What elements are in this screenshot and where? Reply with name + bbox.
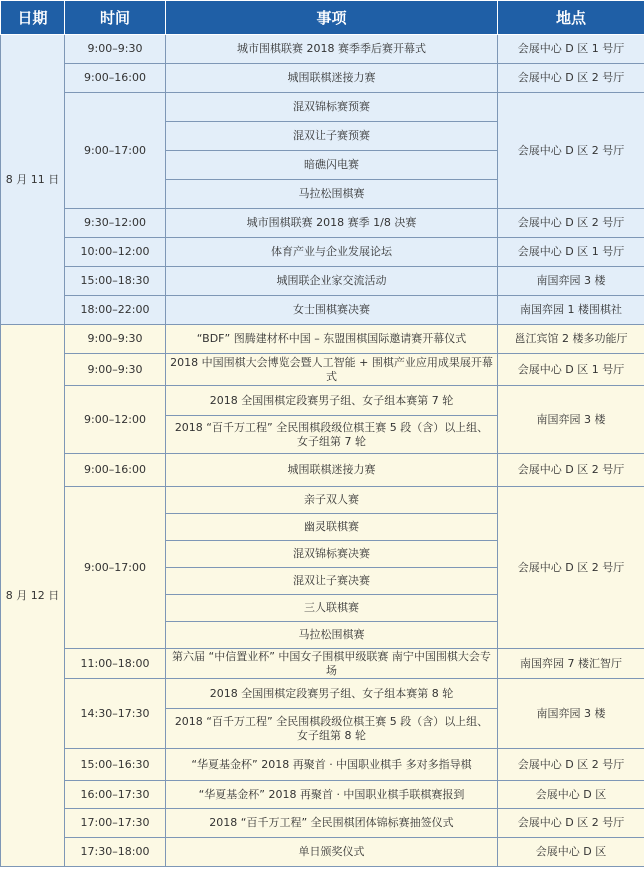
venue-cell: 南国弈园 7 楼汇智厅 (498, 649, 644, 679)
table-row (1, 93, 644, 122)
header-time: 时间 (65, 1, 166, 35)
table-row (1, 749, 644, 781)
time-cell: 9:00–16:00 (65, 454, 166, 487)
venue-cell: 会展中心 D 区 2 号厅 (498, 93, 644, 209)
time-cell: 9:00–17:00 (65, 93, 166, 209)
venue-cell: 会展中心 D 区 2 号厅 (498, 487, 644, 649)
table-row (1, 781, 644, 809)
venue-cell: 会展中心 D 区 (498, 838, 644, 867)
event-cell: 城围联企业家交流活动 (166, 267, 498, 296)
venue-cell: 会展中心 D 区 1 号厅 (498, 354, 644, 386)
event-cell: 第六届 “中信置业杯” 中国女子围棋甲级联赛 南宁中国围棋大会专场 (166, 649, 498, 679)
venue-cell: 邕江宾馆 2 楼多功能厅 (498, 325, 644, 354)
event-cell: 暗礁闪电赛 (166, 151, 498, 180)
event-cell: 混双让子赛决赛 (166, 568, 498, 595)
event-cell: “华夏基金杯” 2018 再聚首 · 中国职业棋手联棋赛报到 (166, 781, 498, 809)
venue-cell: 南国弈园 1 楼围棋社 (498, 296, 644, 325)
time-cell: 9:00–9:30 (65, 35, 166, 64)
header-date: 日期 (1, 1, 65, 35)
table-row (1, 649, 644, 679)
table-row (1, 238, 644, 267)
table-row (1, 679, 644, 709)
time-cell: 15:00–18:30 (65, 267, 166, 296)
header-row (1, 1, 644, 35)
header-event: 事项 (166, 1, 498, 35)
event-cell: 女士围棋赛决赛 (166, 296, 498, 325)
event-cell: 马拉松围棋赛 (166, 180, 498, 209)
event-cell: 城市围棋联赛 2018 赛季季后赛开幕式 (166, 35, 498, 64)
time-cell: 14:30–17:30 (65, 679, 166, 749)
event-cell: 单日颁奖仪式 (166, 838, 498, 867)
time-cell: 17:30–18:00 (65, 838, 166, 867)
event-cell: 体育产业与企业发展论坛 (166, 238, 498, 267)
event-cell: 城围联棋迷接力赛 (166, 64, 498, 93)
venue-cell: 会展中心 D 区 2 号厅 (498, 64, 644, 93)
event-cell: 马拉松围棋赛 (166, 622, 498, 649)
event-cell: 亲子双人赛 (166, 487, 498, 514)
event-cell: 2018 “百千万工程” 全民围棋段级位棋王赛 5 段（含）以上组、女子组第 7 轮 (166, 416, 498, 454)
time-cell: 9:00–9:30 (65, 354, 166, 386)
table-row (1, 487, 644, 514)
time-cell: 17:00–17:30 (65, 809, 166, 838)
table-row (1, 267, 644, 296)
event-cell: 幽灵联棋赛 (166, 514, 498, 541)
table-row (1, 325, 644, 354)
event-cell: 城市围棋联赛 2018 赛季 1/8 决赛 (166, 209, 498, 238)
time-cell: 9:00–9:30 (65, 325, 166, 354)
event-cell: 城围联棋迷接力赛 (166, 454, 498, 487)
time-cell: 16:00–17:30 (65, 781, 166, 809)
event-cell: 混双锦标赛决赛 (166, 541, 498, 568)
venue-cell: 会展中心 D 区 2 号厅 (498, 209, 644, 238)
time-cell: 9:30–12:00 (65, 209, 166, 238)
date-cell: 8 月 12 日 (1, 325, 65, 867)
event-cell: 2018 中国围棋大会博览会暨人工智能 + 围棋产业应用成果展开幕式 (166, 354, 498, 386)
time-cell: 9:00–17:00 (65, 487, 166, 649)
event-cell: 2018 全国围棋定段赛男子组、女子组本赛第 8 轮 (166, 679, 498, 709)
venue-cell: 会展中心 D 区 1 号厅 (498, 35, 644, 64)
time-cell: 9:00–12:00 (65, 386, 166, 454)
table-row (1, 454, 644, 487)
venue-cell: 会展中心 D 区 2 号厅 (498, 454, 644, 487)
event-cell: 混双让子赛预赛 (166, 122, 498, 151)
event-cell: 2018 全国围棋定段赛男子组、女子组本赛第 7 轮 (166, 386, 498, 416)
table-row (1, 386, 644, 416)
time-cell: 9:00–16:00 (65, 64, 166, 93)
event-cell: 2018 “百千万工程” 全民围棋段级位棋王赛 5 段（含）以上组、女子组第 8 轮 (166, 709, 498, 749)
time-cell: 18:00–22:00 (65, 296, 166, 325)
table-row (1, 64, 644, 93)
event-cell: 2018 “百千万工程” 全民围棋团体锦标赛抽签仪式 (166, 809, 498, 838)
table-row (1, 296, 644, 325)
table-row (1, 354, 644, 386)
header-venue: 地点 (498, 1, 644, 35)
table-row (1, 838, 644, 867)
venue-cell: 会展中心 D 区 1 号厅 (498, 238, 644, 267)
venue-cell: 会展中心 D 区 2 号厅 (498, 749, 644, 781)
table-row (1, 809, 644, 838)
event-cell: 混双锦标赛预赛 (166, 93, 498, 122)
event-cell: “BDF” 图腾建材杯中国 – 东盟围棋国际邀请赛开幕仪式 (166, 325, 498, 354)
venue-cell: 南国弈园 3 楼 (498, 267, 644, 296)
event-cell: 三人联棋赛 (166, 595, 498, 622)
time-cell: 10:00–12:00 (65, 238, 166, 267)
venue-cell: 南国弈园 3 楼 (498, 679, 644, 749)
venue-cell: 会展中心 D 区 (498, 781, 644, 809)
venue-cell: 南国弈园 3 楼 (498, 386, 644, 454)
venue-cell: 会展中心 D 区 2 号厅 (498, 809, 644, 838)
time-cell: 11:00–18:00 (65, 649, 166, 679)
event-cell: “华夏基金杯” 2018 再聚首 · 中国职业棋手 多对多指导棋 (166, 749, 498, 781)
schedule-body (1, 35, 644, 867)
date-cell: 8 月 11 日 (1, 35, 65, 325)
table-row (1, 35, 644, 64)
time-cell: 15:00–16:30 (65, 749, 166, 781)
table-row (1, 209, 644, 238)
